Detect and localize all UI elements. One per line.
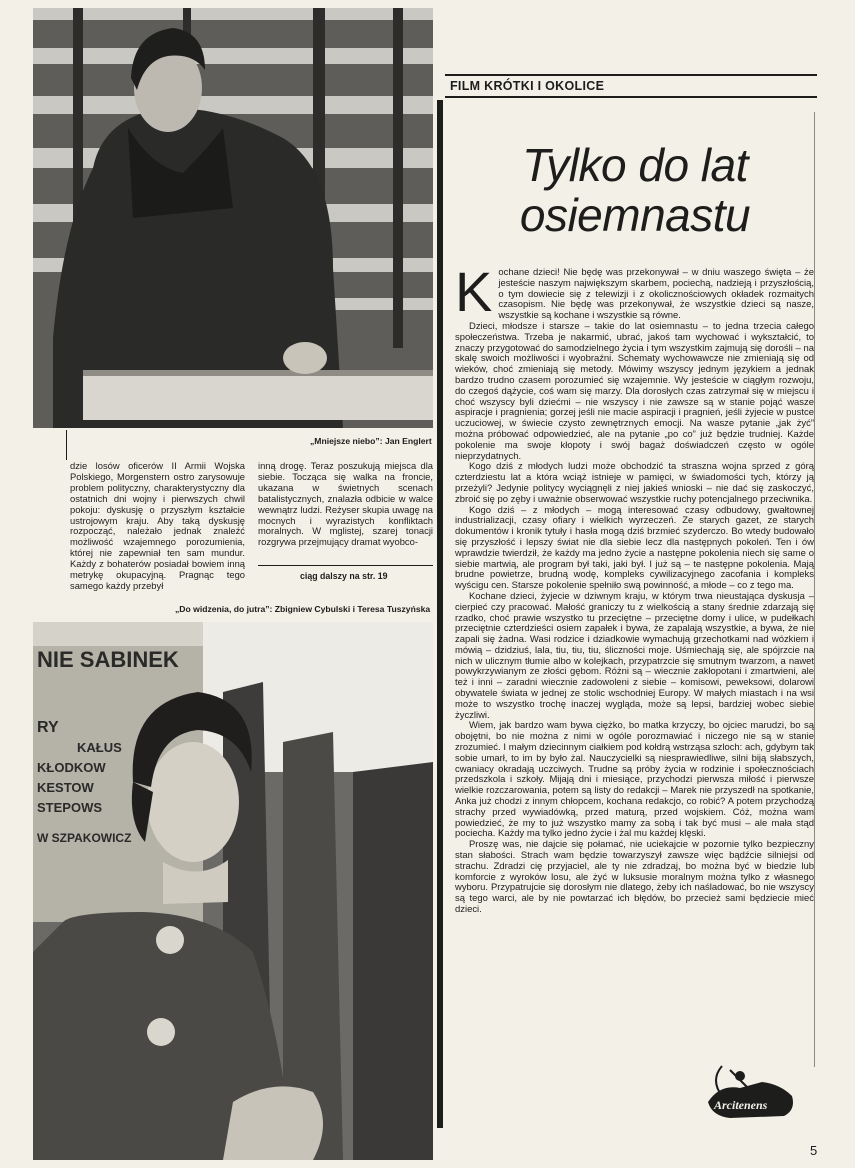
article-body bbox=[455, 268, 814, 1068]
poster-line: RY bbox=[37, 719, 59, 736]
photo2-caption: „Do widzenia, do jutra”: Zbigniew Cybulski i Teresa Tuszyńska bbox=[175, 604, 431, 614]
poster-line: KŁODKOW bbox=[37, 760, 106, 775]
poster-text bbox=[37, 647, 199, 848]
poster-line: W SZPAKOWICZ bbox=[37, 831, 132, 845]
paragraph: Kochane dzieci! Nie będę was przekonywał – w dniu waszego święta – że jesteście naszym największym skarbem, pociechą, nadzieją i przyszłością, o tym dowiecie się z telewizji i z okolicznościowych okładek rozmaitych czasopism. Nie będę was przekonywał, że wszystkie dzieci są nasze, wszystkie są kochane i wszystkie są równe. bbox=[455, 268, 814, 323]
right-top-rule bbox=[445, 74, 817, 76]
sidebar-top-rule bbox=[66, 430, 67, 460]
paragraph: Kogo dziś z młodych ludzi może obchodzić ta straszna wojna sprzed z górą czterdziestu lat a która wciąż istnieje w pamięci, w świadomości tych, którzy ją przeżyli? Jedynie politycy wyciągnęli z niej jakieś wnioski – nie dać się zaskoczyć, zbroić się po zęby i uważnie obserwować wszystkie ruchy potencjalnego przeciwnika. bbox=[455, 461, 814, 505]
arcitenens-logo-icon bbox=[700, 1062, 804, 1126]
right-section-rule bbox=[445, 96, 817, 98]
continued-note: ciąg dalszy na str. 19 bbox=[300, 571, 388, 581]
right-vertical-rule bbox=[437, 100, 443, 1128]
photo1-caption: „Mniejsze niebo”: Jan Englert bbox=[310, 436, 432, 446]
sidebar-column-2: inną drogę. Teraz poszukują miejsca dla siebie. Tocząca się walka na froncie, ukazana w świetnych scenach batalistycznych, znalazła odbicie w walce wewnątrz ludzi. Reżyser skupia uwagę na mocnych i wyrazistych konfliktach moralnych. W mglistej, szarej tonacji rozgrywa przejmujący dramat wyobco- bbox=[258, 460, 433, 548]
title-line-2: osiemnastu bbox=[519, 189, 751, 241]
paragraph: Kogo dziś – z młodych – mogą interesować czasy odbudowy, gwałtownej industrializacji, czasy ofiary i wielkich wyrzeczeń. Ze starych gazet, ze starych dokumentów i kronik tytuły i hasła mogą dziś brzmieć szyderczo. Bo wtedy budowało się przyszłość i lepszy świat nie dla siebie lecz dla następnych pokoleń. Ten i ów wprawdzie twierdził, że każdy ma jedno życie a następne pokolenia niech się same o siebie martwią, ale program był taki, jaki był. I już są – te następne pokolenia. Mają brudne powietrze, brudną wodę, kompleks cywilizacyjnego zacofania i kompleks wyścigu cen. Starsze pokolenie spełniło swą powinność, a młode – co z tego ma. bbox=[455, 504, 814, 592]
poster-line: KAŁUS bbox=[77, 740, 122, 755]
photo-jan-englert bbox=[33, 8, 433, 428]
right-edge-rule bbox=[814, 112, 815, 1067]
dropcap: K bbox=[455, 268, 493, 323]
paragraph: Proszę was, nie dajcie się połamać, nie uciekajcie w pozornie tylko bezpieczny stan słabości. Strach wam będzie towarzyszył zawsze więc bądźcie silniejsi od strachu. Zdradzi cię przyjaciel, ale ty nie zdradzaj, bo można być w biedzie lub komforcie z wyroków losu, ale żyć w luksusie moralnym można tylko z własnego wyboru. Przypatrujcie się dorosłym nie dlatego, żeby ich naśladować, bo nie wszyscy są tego warci, ale by nie powtarzać ich błędów, bo przecież sami będziecie mieć dzieci. bbox=[455, 839, 814, 916]
poster-line: STEPOWS bbox=[37, 800, 103, 815]
poster-line: NIE SABINEK bbox=[37, 647, 179, 672]
sidebar-column-1: dzie losów oficerów II Armii Wojska Polskiego, Morgenstern ostro zarysowuje problem polityczny, charakterystyczny dla ostatnich dni wojny i pierwszych chwil pokoju: dyskusję o przyszłym kształcie ustrojowym kraju. Aby taką dyskusję rozpocząć, należało jednak znaleźć możliwość wzajemnego porozumienia, której nie zapewniał ten sam mundur. Każdy z bohaterów posiadał bowiem inną metrykę okupacyjną. Pragnąc tego samego każdy przebył bbox=[70, 460, 245, 591]
article-title bbox=[470, 140, 800, 240]
photo-cybulski-tuszynska bbox=[33, 622, 433, 1160]
continued-rule bbox=[258, 565, 433, 566]
paragraph: Kochane dzieci, żyjecie w dziwnym kraju, w którym trwa nieustająca dyskusja – cierpieć czy pracować. Małość graniczy tu z wielkością a stany średnie zdarzają się rzadko, choć prawie wszystko tu przeciętne – przeciętne domy i ulice, w pudełkach przeciętnie czterdzieści osiem zapałek i bywa, że zapalają wszystkie, a bywa, że nie zapali się żadna. Wasi rodzice i dziadkowie wymachują grzechotkami nad wózkiem i mówią – dzidziuś, lala, tiu, tiu, tiu, śliczności moje. Uśmiechają się, ale spójrzcie na nich w ulicznym tłumie albo w kolejkach, przypatrzcie się smutnym twarzom, a nawet powykrzywianym ze złości gębom. Różni są – wiecznie zakłopotani i zmartwieni, ale też i inni – zaradni wiecznie zadowoleni z siebie – komisowi, peweksowi, dolarowi obywatele świata w jednej ze stolic wschodniej Europy. W małych miastach i na wsi może to wszystko trochę inaczej wygląda, może są lepsi, bardziej wobec siebie życzliwi. bbox=[455, 590, 814, 721]
section-label: FILM KRÓTKI I OKOLICE bbox=[450, 79, 605, 93]
paragraph: Dzieci, młodsze i starsze – takie do lat osiemnastu – to jedna trzecia całego społeczeństwa. Trzeba je nakarmić, ubrać, jakoś tam wychować i wykształcić, to znaczy przygotować do samodzielnego życia i tym wszystkim zajmują się dorośli – na skalę swoich możliwości i wyobraźni. Schematy wychowawcze nie zmieniają się od wieków, choć zmieniają się metody. Mówimy wszyscy jednym językiem a jednak bardzo trudno czasem porozumieć się wzajemnie. Wy jesteście w ciągłym rozwoju, do czegoś dążycie, coś wam się marzy. Dla dorosłych czas zatrzymał się w miejscu i choć wszyscy byli dziećmi – nie wszyscy i nie zawsze są w stanie pojąć wasze aspiracje i pragnienia; gorzej jeśli nie macie aspiracji i pragnień, jeśli żyjecie w pustce uczuciowej, w świecie czysto zewnętrznych emocji. Na wasze pytanie „jak żyć” można próbować odpowiedzieć, ale na pytanie „po co” już będzie trudniej. Każde pokolenie ma swoje kłopoty i swój bagaż doświadczeń często w ogóle nieprzydatnych. bbox=[455, 320, 814, 462]
page-number: 5 bbox=[810, 1143, 818, 1158]
title-line-1: Tylko do lat bbox=[522, 139, 748, 191]
paragraph: Wiem, jak bardzo wam bywa ciężko, bo matka krzyczy, bo ojciec marudzi, bo są obojętni, bo nie można z nimi w ogóle porozmawiać i niczego nie są w stanie zrozumieć. I małym dziecinnym ciałkiem pod kołdrą wstrząsa szloch: ach, gdybym tak sobie umarł, to im by było żal. Nauczycielki są niesprawiedliwe, silni biją słabszych, cwaniacy okradają uczciwych. Trudne są próby życia w rodzinie i społecznościach przedszkola i szkoły. Mijają dni i miesiące, przychodzi pierwsza miłość i pierwsze wielkie rozczarowania, potem są listy do redakcji – Marek nie przyszedł na spotkanie, Anka już chodzi z innym chłopcem, kochana redakcjo, co robić? A potem przychodzą strachy przed wywiadówką, przed maturą, przed wojskiem. Cóż, można wam powiedzieć, że my to już wszystko mamy za sobą i tak być musi – ale mała stąd pociecha. Każdy ma tylko jedno życie i żal mu każdej klęski. bbox=[455, 720, 814, 840]
poster-line: KESTOW bbox=[37, 780, 94, 795]
logo-text: Arcitenens bbox=[714, 1098, 768, 1112]
